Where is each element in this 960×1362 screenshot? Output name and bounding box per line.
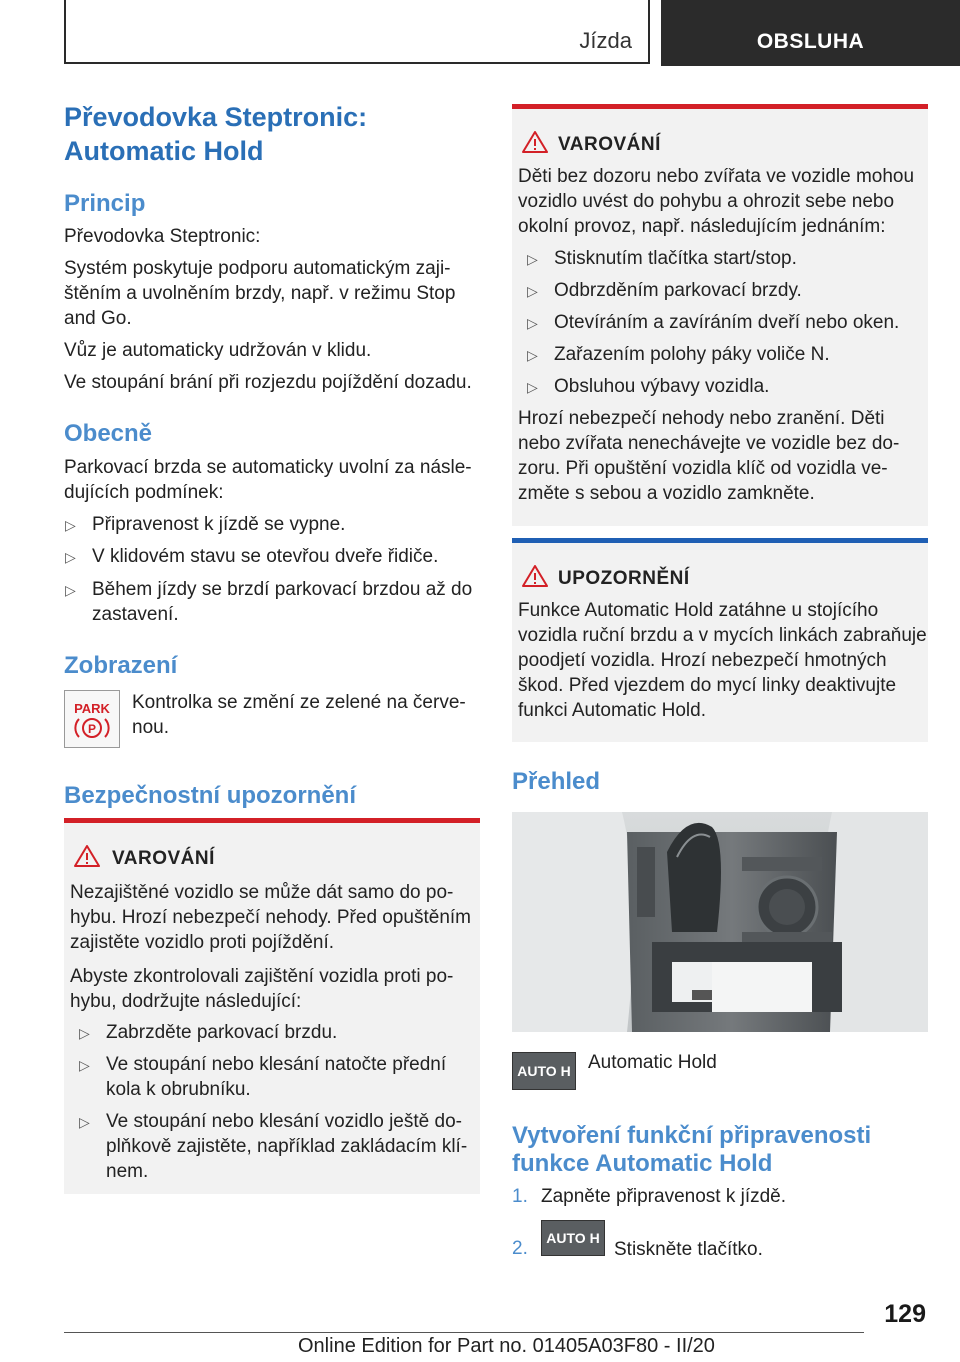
warning-text-1: Děti bez dozoru nebo zvířata ve vozidle mohou [518, 166, 915, 187]
bullet-triangle-icon: ▷ [527, 251, 538, 267]
general-bullet-3 [65, 577, 473, 602]
warning-triangle-icon [522, 564, 548, 588]
header-frame [64, 0, 650, 64]
warning-bullet-3 [79, 1109, 462, 1134]
bullet-text: Ve stoupání nebo klesání vozidlo ještě do- [106, 1111, 462, 1132]
warning-text-7: změte s sebou a vozidlo zamkněte. [518, 483, 815, 504]
notice-text-2: vozidla ruční brzdu a v mycích linkách zabraňuje [518, 625, 927, 646]
warning-text-3: okolní provoz, např. následujícím jednáním: [518, 216, 886, 237]
bullet-triangle-icon: ▷ [527, 379, 538, 395]
center-console-photo [512, 812, 928, 1032]
principle-text-2c: and Go. [64, 308, 132, 329]
step-1-text: Zapněte připravenost k jízdě. [541, 1186, 787, 1207]
heading-create-2: funkce Automatic Hold [512, 1150, 773, 1177]
page-title: Převodovka Steptronic: Automatic Hold [64, 102, 368, 166]
heading-general: Obecně [64, 420, 153, 447]
auto-hold-button-icon: AUTO H [512, 1052, 576, 1090]
bullet-text: V klidovém stavu se otevřou dveře řidiče. [92, 546, 439, 567]
warning-bullet-4 [527, 342, 830, 367]
notice-text-3: poodjetí vozidla. Hrozí nebezpečí hmotných [518, 650, 887, 671]
bullet-triangle-icon: ▷ [527, 347, 538, 363]
principle-text-2a: Systém poskytuje podporu automatickým zaji- [64, 258, 451, 279]
bullet-triangle-icon: ▷ [527, 315, 538, 331]
bullet-triangle-icon: ▷ [79, 1057, 90, 1073]
warning-triangle-icon [522, 130, 548, 154]
warning-triangle-icon [74, 844, 100, 868]
warning-title: VAROVÁNÍ [112, 848, 215, 869]
warning-bullet-1 [527, 246, 797, 271]
bullet-text: Během jízdy se brzdí parkovací brzdou až do [92, 579, 473, 600]
principle-text-1: Převodovka Steptronic: [64, 226, 261, 247]
notice-title: UPOZORNĚNÍ [558, 568, 690, 589]
warning-bar [64, 818, 480, 823]
park-letter: P [87, 722, 97, 736]
bullet-text: Stisknutím tlačítka start/stop. [554, 248, 797, 269]
heading-principle: Princip [64, 190, 146, 217]
warning-box-right [512, 104, 928, 526]
warning-box-left [64, 818, 480, 1194]
warning-text-1: Nezajištěné vozidlo se může dát samo do po- [70, 882, 454, 903]
warning-bar [512, 104, 928, 109]
heading-overview: Přehled [512, 768, 601, 795]
warning-text-4: Hrozí nebezpečí nehody nebo zranění. Děti [518, 408, 885, 429]
general-bullet-3-cont: zastavení. [92, 604, 179, 625]
bullet-text: Ve stoupání nebo klesání natočte přední [106, 1054, 447, 1075]
warning-text-4: Abyste zkontrolovali zajištění vozidla proti po- [70, 966, 454, 987]
bullet-text: Zabrzděte parkovací brzdu. [106, 1022, 338, 1043]
warning-text-3: zajistěte vozidlo proti pojíždění. [70, 932, 335, 953]
bullet-triangle-icon: ▷ [65, 549, 76, 565]
notice-text-1: Funkce Automatic Hold zatáhne u stojícího [518, 600, 879, 621]
warning-bullet-2 [527, 278, 802, 303]
warning-text-5: nebo zvířata nenechávejte ve vozidle bez do- [518, 433, 900, 454]
park-label: PARK [74, 701, 110, 716]
auto-hold-button-icon-step: AUTO H [541, 1220, 605, 1256]
header-section-label: Jízda [579, 28, 632, 53]
bullet-triangle-icon: ▷ [527, 283, 538, 299]
auto-hold-caption: Automatic Hold [588, 1052, 717, 1073]
general-text-1a: Parkovací brzda se automaticky uvolní za násle- [64, 457, 472, 478]
bullet-text: Odbrzděním parkovací brzdy. [554, 280, 802, 301]
warning-bullet-2 [79, 1052, 447, 1077]
bullet-text: Otevíráním a zavíráním dveří nebo oken. [554, 312, 900, 333]
warning-title: VAROVÁNÍ [558, 134, 661, 155]
general-bullet-2 [65, 544, 439, 569]
warning-text-2: hybu. Hrozí nebezpečí nehody. Před opuštěním [70, 907, 472, 928]
bullet-triangle-icon: ▷ [79, 1025, 90, 1041]
warning-bullet-2-cont: kola k obrubníku. [106, 1079, 251, 1100]
step-2-number: 2. [512, 1238, 528, 1259]
warning-bullet-3-cont-1: plňkově zajistěte, například zakládacím klí- [106, 1136, 468, 1157]
notice-box [512, 538, 928, 742]
header-chapter-tab: OBSLUHA [661, 0, 960, 66]
notice-text-5: funkci Automatic Hold. [518, 700, 706, 721]
notice-text-4: škod. Před vjezdem do mycí linky deaktivujte [518, 675, 897, 696]
bullet-triangle-icon: ▷ [65, 582, 76, 598]
principle-text-3: Vůz je automaticky udržován v klidu. [64, 340, 372, 361]
display-text-1: Kontrolka se změní ze zelené na červe- [132, 692, 466, 713]
heading-safety: Bezpečnostní upozornění [64, 782, 357, 809]
park-brake-indicator-icon [64, 690, 120, 748]
bullet-triangle-icon: ▷ [65, 517, 76, 533]
notice-bar [512, 538, 928, 543]
bullet-text: Obsluhou výbavy vozidla. [554, 376, 770, 397]
step-2-text: Stiskněte tlačítko. [614, 1239, 763, 1260]
bullet-triangle-icon: ▷ [79, 1114, 90, 1130]
bullet-text: Zařazením polohy páky voliče N. [554, 344, 830, 365]
heading-display: Zobrazení [64, 652, 178, 679]
warning-bullet-5 [527, 374, 770, 399]
warning-text-2: vozidlo uvést do pohybu a ohrozit sebe nebo [518, 191, 895, 212]
page-number: 129 [884, 1300, 926, 1328]
display-text-2: nou. [132, 717, 169, 738]
warning-text-5: hybu, dodržujte následující: [70, 991, 302, 1012]
step-1-number: 1. [512, 1186, 528, 1207]
bullet-text: Připravenost k jízdě se vypne. [92, 514, 346, 535]
heading-create-1: Vytvoření funkční připravenosti [512, 1122, 872, 1149]
footer-divider [64, 1332, 864, 1333]
warning-bullet-3-cont-2: nem. [106, 1161, 149, 1182]
general-text-1b: dujících podmínek: [64, 482, 224, 503]
general-bullet-1 [65, 512, 346, 537]
principle-text-4: Ve stoupání brání při rozjezdu pojíždění dozadu. [64, 372, 472, 393]
warning-bullet-3 [527, 310, 900, 335]
warning-text-6: zoru. Při opuštění vozidla klíč od vozidla ve- [518, 458, 888, 479]
footer-edition: Online Edition for Part no. 01405A03F80 - II/20 [298, 1335, 715, 1357]
principle-text-2b: štěním a uvolněním brzdy, např. v režimu Stop [64, 283, 456, 304]
warning-bullet-1 [79, 1020, 338, 1045]
